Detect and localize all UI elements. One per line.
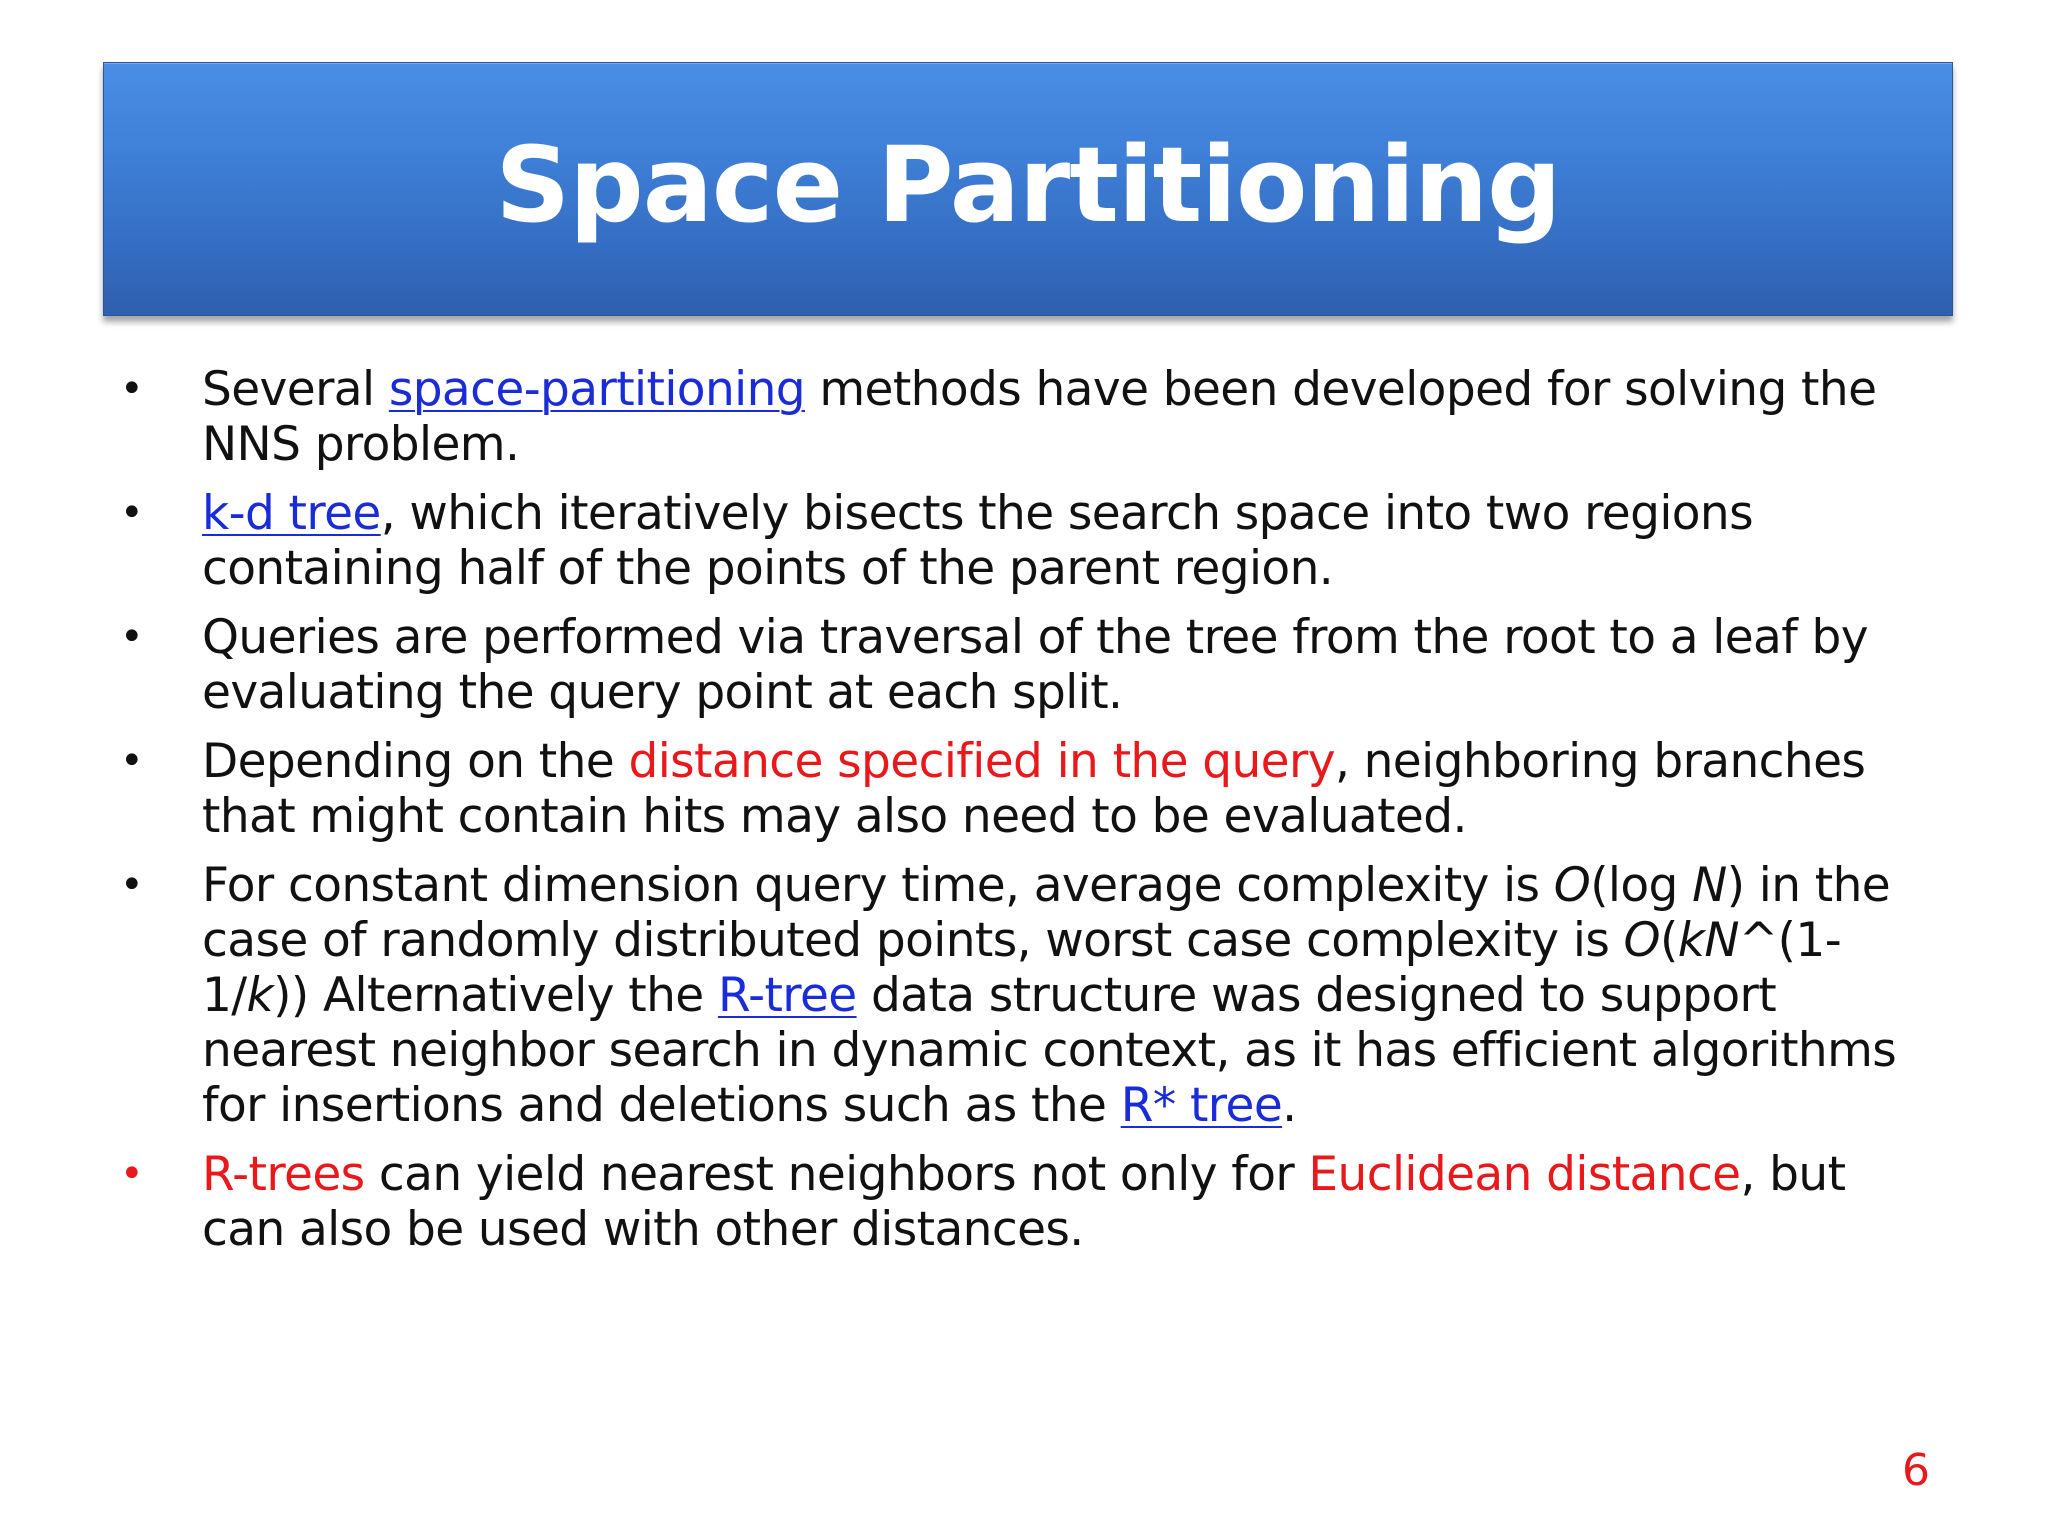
math-italic: O — [1553, 858, 1591, 913]
math-italic: O — [1623, 913, 1660, 968]
r-tree-link[interactable]: R-tree — [717, 968, 857, 1023]
bullet-text: )) Alternatively the — [273, 968, 718, 1023]
bullet-dot: • — [120, 738, 143, 784]
bullet-text: methods have been developed for solving the NNS problem. — [202, 362, 1877, 472]
page-number: 6 — [1902, 1445, 1930, 1496]
bullet-text: data structure was designed to support nearest neighbor search in dynamic context, as it has efficient algorithms for insertions and deletions such as the — [202, 968, 1897, 1133]
bullet-text: ( — [1659, 913, 1678, 968]
bullet-text: For constant dimension query time, average complexity is — [202, 858, 1554, 913]
bullet-item — [120, 734, 1920, 844]
highlighted-text: distance specified in the query — [628, 734, 1335, 789]
bullet-dot: • — [120, 862, 143, 908]
bullet-text: , which iteratively bisects the search space into two regions containing half of the points of the parent region. — [202, 486, 1754, 596]
bullet-text: Depending on the — [202, 734, 629, 789]
bullet-dot: • — [120, 366, 143, 412]
bullet-dot: • — [120, 614, 143, 660]
bullet-text: Several — [202, 362, 389, 417]
bullet-dot-red: • — [120, 1151, 143, 1197]
bullet-dot: • — [120, 490, 143, 536]
bullet-text: ^(1-1/ — [202, 913, 1842, 1023]
math-italic: kN — [1677, 913, 1739, 968]
r-star-tree-link[interactable]: R* tree — [1120, 1078, 1283, 1133]
bullet-item — [120, 610, 1920, 720]
bullet-list — [120, 362, 1920, 1271]
bullet-item — [120, 486, 1920, 596]
bullet-text: . — [1282, 1078, 1297, 1133]
bullet-item — [120, 1147, 1920, 1257]
bullet-text: , but can also be used with other distances. — [202, 1147, 1846, 1257]
bullet-text: (log — [1590, 858, 1693, 913]
highlighted-text: Euclidean distance — [1308, 1147, 1741, 1202]
slide-title: Space Partitioning — [495, 124, 1561, 246]
bullet-text: Queries are performed via traversal of the tree from the root to a leaf by evaluating the query point at each split. — [202, 610, 1868, 720]
title-bar — [103, 62, 1953, 316]
highlighted-text: R-trees — [202, 1147, 365, 1202]
kd-tree-link[interactable]: k-d tree — [202, 486, 381, 541]
bullet-text: can yield nearest neighbors not only for — [364, 1147, 1309, 1202]
math-italic: N — [1692, 858, 1727, 913]
space-partitioning-link[interactable]: space-partitioning — [388, 362, 806, 417]
bullet-text: ) in the case of randomly distributed points, worst case complexity is — [202, 858, 1891, 968]
bullet-item — [120, 362, 1920, 472]
math-italic: k — [246, 968, 274, 1023]
bullet-item — [120, 858, 1920, 1133]
bullet-text: , neighboring branches that might contain hits may also need to be evaluated. — [202, 734, 1866, 844]
